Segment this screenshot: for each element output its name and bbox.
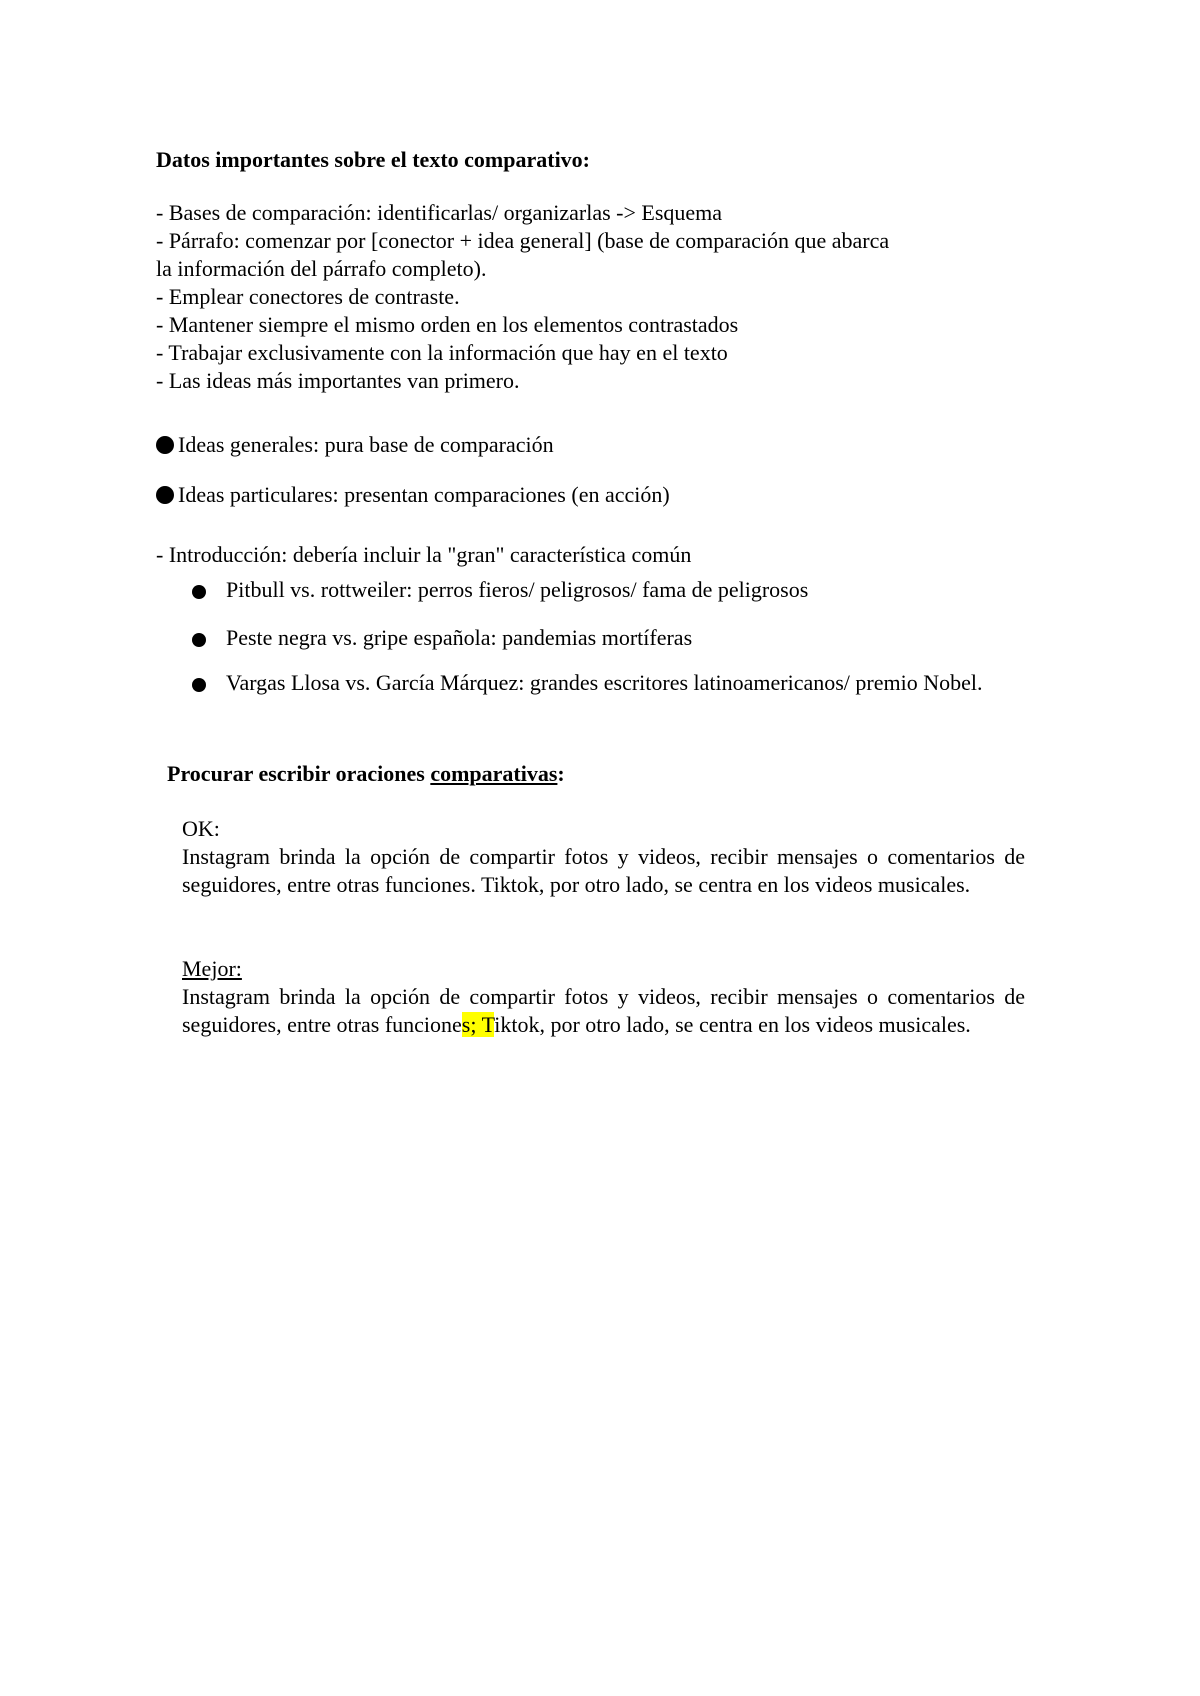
- bullet-icon: [192, 633, 206, 647]
- procurar-underlined: comparativas: [430, 761, 558, 786]
- ok-paragraph: Instagram brinda la opción de compartir fotos y videos, recibir mensajes o comentarios de seguidores, entre otras funciones. Tiktok, por otro lado, se centra en los videos musicales.: [182, 844, 1025, 897]
- ok-label: OK:: [182, 816, 220, 841]
- highlighted-text: s; T: [461, 1012, 495, 1037]
- procurar-heading: [167, 760, 565, 788]
- idea-particular-text: Ideas particulares: presentan comparaciones (en acción): [178, 482, 670, 507]
- procurar-suffix: :: [557, 761, 565, 786]
- dash-item-conectores: - Emplear conectores de contraste.: [156, 284, 460, 309]
- example-item: [190, 621, 1030, 655]
- idea-general-item: [156, 431, 554, 459]
- idea-general-text: Ideas generales: pura base de comparación: [178, 432, 554, 457]
- dash-item-ideas: - Las ideas más importantes van primero.: [156, 368, 520, 393]
- dash-item-orden: - Mantener siempre el mismo orden en los elementos contrastados: [156, 312, 739, 337]
- example-item: [190, 573, 1030, 607]
- intro-line: - Introducción: debería incluir la "gran" característica común: [156, 542, 692, 567]
- dash-item-bases: - Bases de comparación: identificarlas/ organizarlas -> Esquema: [156, 200, 723, 225]
- dash-item-parrafo: - Párrafo: comenzar por [conector + idea general] (base de comparación que abarca: [156, 228, 890, 253]
- bullet-icon: [192, 585, 206, 599]
- example-item: [190, 666, 1030, 700]
- mejor-label: Mejor:: [182, 956, 242, 981]
- procurar-prefix: Procurar escribir oraciones: [167, 761, 431, 786]
- bullet-icon: [156, 436, 174, 454]
- page-title: Datos importantes sobre el texto comparativo:: [156, 147, 591, 172]
- example-text: Vargas Llosa vs. García Márquez: grandes escritores latinoamericanos/ premio Nobel.: [226, 670, 983, 695]
- dash-item-parrafo-cont: la información del párrafo completo).: [156, 256, 487, 281]
- example-text: Peste negra vs. gripe española: pandemias mortíferas: [226, 625, 693, 650]
- example-text: Pitbull vs. rottweiler: perros fieros/ peligrosos/ fama de peligrosos: [226, 577, 809, 602]
- mejor-paragraph: [182, 983, 1025, 1039]
- mejor-text-before: Instagram brinda la opción de compartir fotos y videos, recibir mensajes o comentarios de seguidores, entre otras funcione: [182, 984, 1025, 1037]
- mejor-text-after: iktok, por otro lado, se centra en los videos musicales.: [494, 1012, 971, 1037]
- bullet-icon: [156, 486, 174, 504]
- bullet-icon: [192, 678, 206, 692]
- dash-item-trabajar: - Trabajar exclusivamente con la información que hay en el texto: [156, 340, 728, 365]
- idea-particular-item: [156, 481, 670, 509]
